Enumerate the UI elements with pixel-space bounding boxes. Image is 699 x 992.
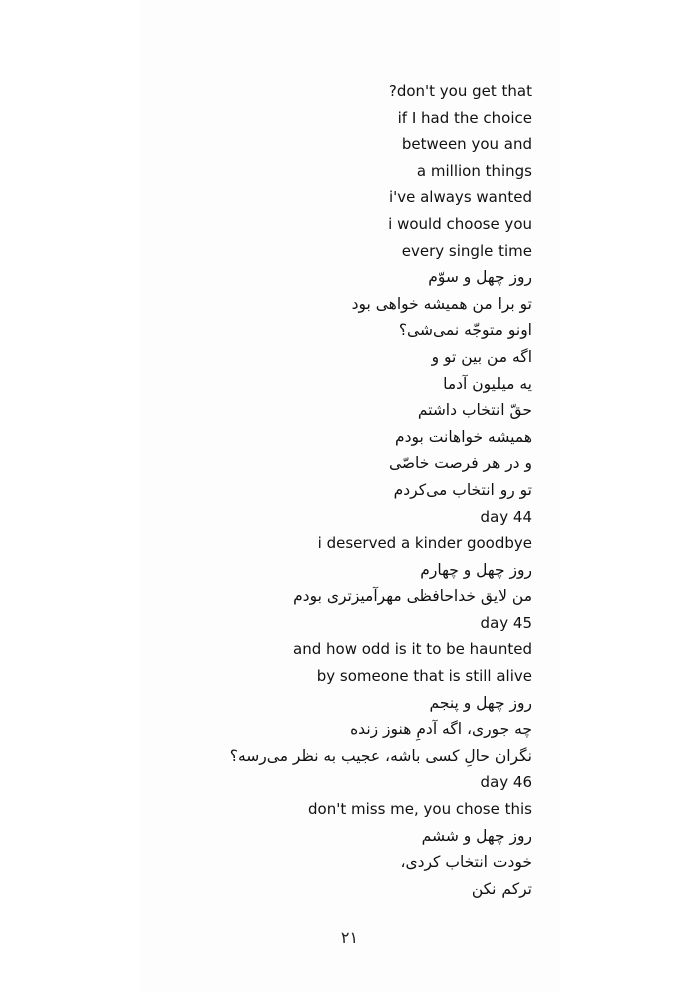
poem-line: خودت انتخاب کردی،	[400, 853, 532, 872]
poem-line: روز چهل و ششم	[421, 826, 532, 845]
poem-line: day 46	[480, 773, 532, 792]
poem-line: نگران حالِ کسی باشه، عجیب به نظر می‌رسه؟	[229, 746, 532, 765]
poem-line: تو رو انتخاب می‌کردم	[393, 480, 532, 499]
poem-line: i deserved a kinder goodbye	[317, 534, 532, 553]
poem-line: don't miss me, you chose this	[308, 800, 532, 819]
poem-line: تو برا من همیشه خواهی بود	[351, 294, 532, 313]
poem-line: من لایق خداحافظی مهرآمیزتری بودم	[293, 587, 532, 606]
poem-line: اگه من بین تو و	[431, 347, 532, 366]
poem-line: و در هر فرصت خاصّی	[388, 454, 532, 473]
poem-line: چه جوری، اگه آدمِ هنوز زنده	[350, 720, 532, 739]
poem-line: between you and	[401, 135, 532, 154]
poem-line: حقّ انتخاب داشتم	[417, 401, 532, 420]
poem-line: i've always wanted	[388, 188, 532, 207]
poem-line: and how odd is it to be haunted	[293, 640, 532, 659]
poem-line: ترکم نکن	[471, 879, 532, 898]
poem-line: day 45	[480, 613, 532, 632]
poem-line: روز چهل و چهارم	[420, 560, 532, 579]
page-number: ۲۱	[340, 928, 359, 947]
poem-line: اونو متوجّه نمی‌شی؟	[398, 321, 532, 340]
poem-line: روز چهل و سوّم	[428, 268, 532, 287]
poem-line: every single time	[401, 241, 532, 260]
poem-line: i would choose you	[388, 214, 532, 233]
poem-line: if I had the choice	[397, 108, 532, 127]
poem-line: ?don't you get that	[388, 82, 532, 100]
poem-line: by someone that is still alive	[316, 667, 532, 686]
poem-line: یه میلیون آدما	[443, 374, 532, 393]
poem-line: day 44	[480, 507, 532, 526]
poem-lines	[112, 78, 532, 902]
poem-line: روز چهل و پنجم	[429, 693, 532, 712]
poem-line: همیشه خواهانت بودم	[395, 427, 532, 446]
poem-line: a million things	[416, 161, 532, 180]
